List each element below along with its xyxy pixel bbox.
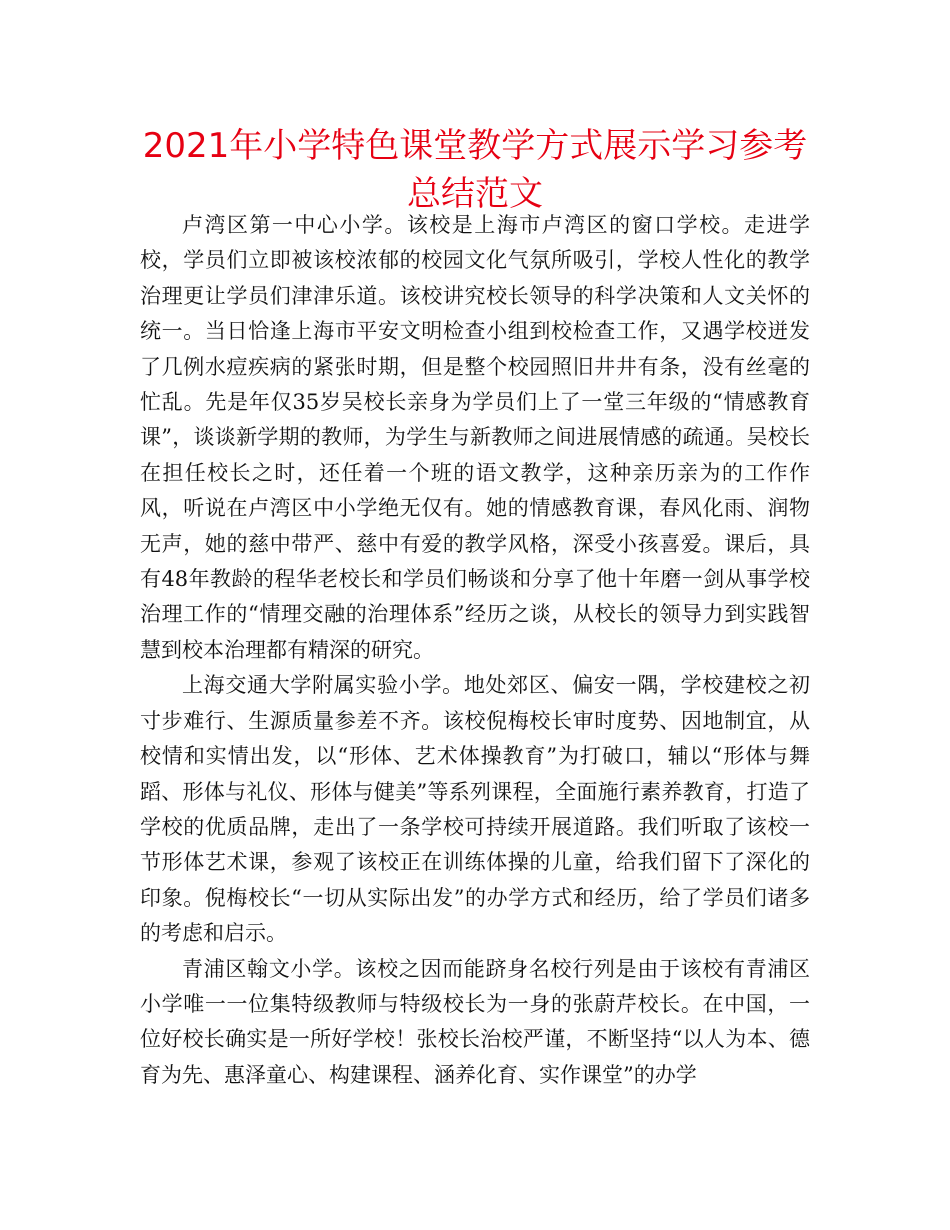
paragraph-luwan-school: 卢湾区第一中心小学。该校是上海市卢湾区的窗口学校。走进学校，学员们立即被该校浓郁的校园文化气氛所吸引，学校人性化的教学治理更让学员们津津乐道。该校讲究校长领导的科学决策和人文关怀的统一。当日恰逢上海市平安文明检查小组到校检查工作，又遇学校迸发了几例水痘疾病的紧张时期，但是整个校园照旧井井有条，没有丝毫的忙乱。先是年仅35岁吴校长亲身为学员们上了一堂三年级的“情感教育课”，谈谈新学期的教师，为学生与新教师之间进展情感的疏通。吴校长在担任校长之时，还任着一个班的语文教学，这种亲历亲为的工作作风，听说在卢湾区中小学绝无仅有。她的情感教育课，春风化雨、润物无声，她的慈中带严、慈中有爱的教学风格，深受小孩喜爱。课后，具有48年教龄的程华老校长和学员们畅谈和分享了他十年磨一剑从事学校治理工作的“情理交融的治理体系”经历之谈，从校长的领导力到实践智慧到校本治理都有精深的研究。	[140, 213, 810, 662]
paragraph-jiaotong-school: 上海交通大学附属实验小学。地处郊区、偏安一隅，学校建校之初寸步难行、生源质量参差不齐。该校倪梅校长审时度势、因地制宜，从校情和实情出发，以“形体、艺术体操教育”为打破口，辅以“形体与舞蹈、形体与礼仪、形体与健美”等系列课程，全面施行素养教育，打造了学校的优质品牌，走出了一条学校可持续开展道路。我们听取了该校一节形体艺术课，参观了该校正在训练体操的儿童，给我们留下了深化的印象。倪梅校长“一切从实际出发”的办学方式和经历，给了学员们诸多的考虑和启示。	[140, 673, 810, 946]
paragraph-hanwen-school: 青浦区翰文小学。该校之因而能跻身名校行列是由于该校有青浦区小学唯一一位集特级教师与特级校长为一身的张蔚芹校长。在中国，一位好校长确实是一所好学校！张校长治校严谨，不断坚持“以人为本、德育为先、惠泽童心、构建课程、涵养化育、实作课堂”的办学	[140, 956, 810, 1087]
document-title: 2021年小学特色课堂教学方式展示学习参考总结范文	[142, 126, 808, 214]
document-body	[140, 208, 810, 1093]
